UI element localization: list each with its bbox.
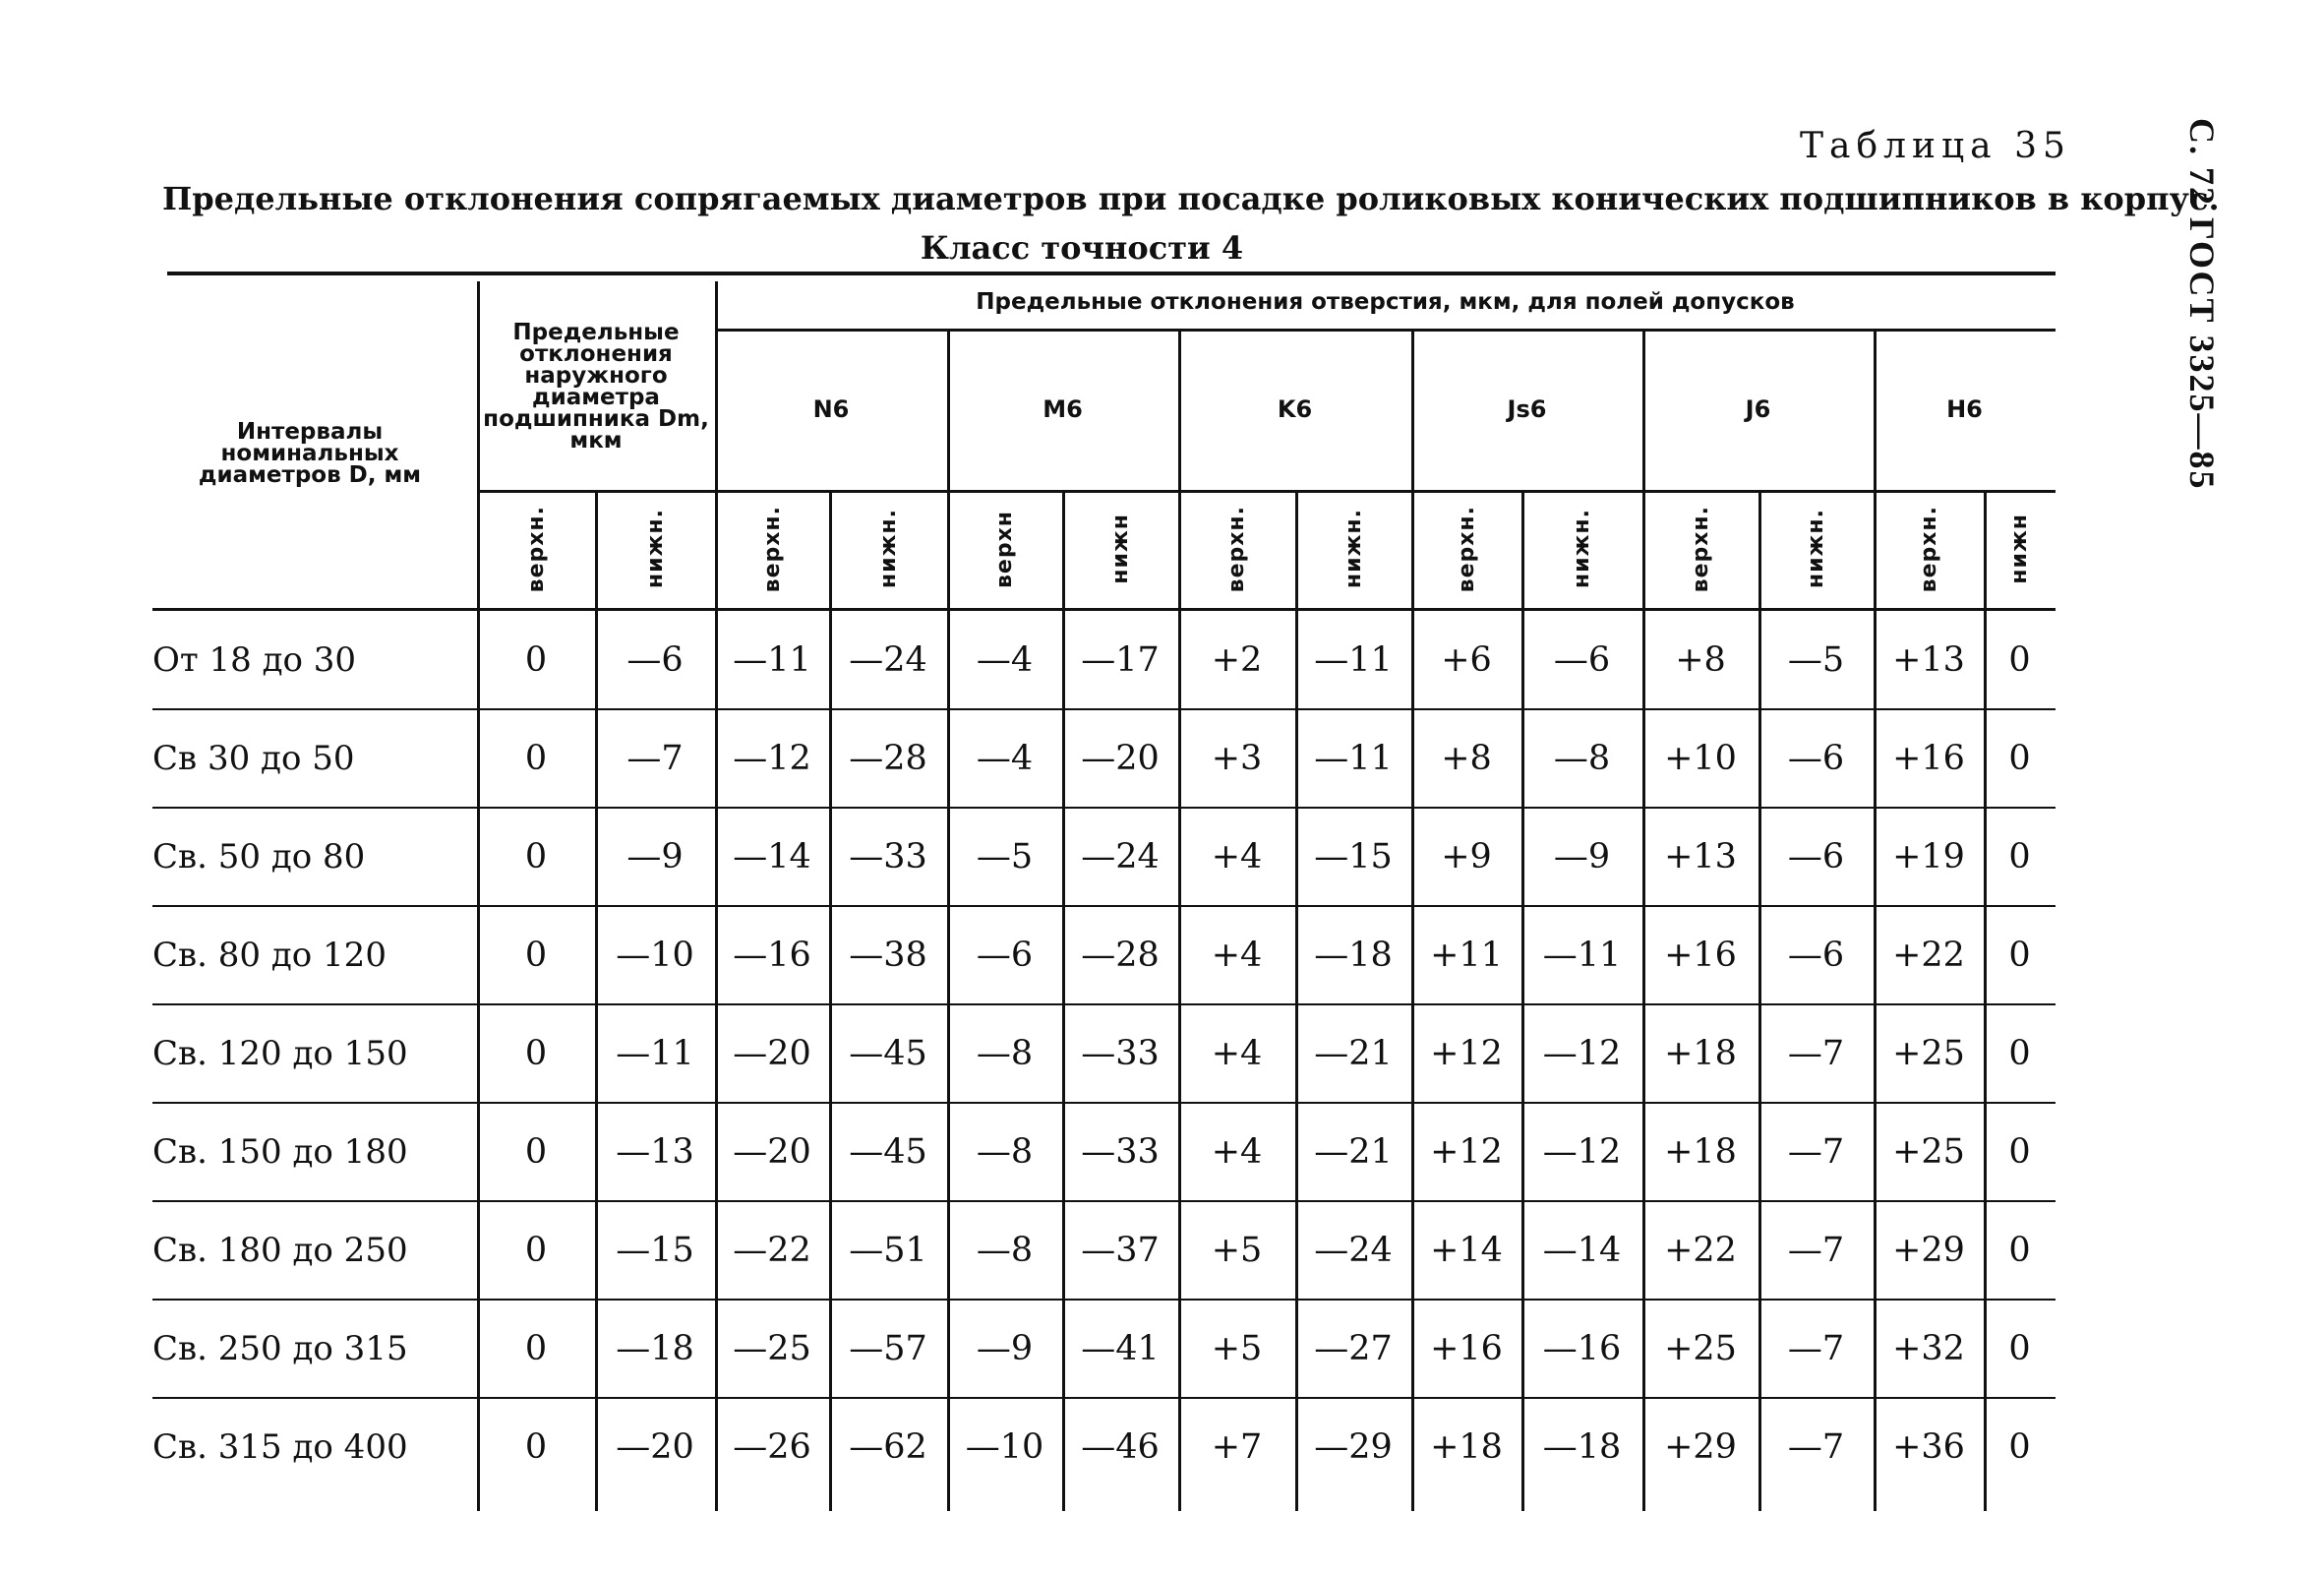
- row-divider: [152, 1299, 2056, 1301]
- table-cell: +13: [1892, 640, 1965, 680]
- table-cell: —20: [733, 1034, 811, 1073]
- subheader-cell: [1642, 490, 1758, 608]
- row-interval-label: Св. 80 до 120: [152, 936, 387, 975]
- tolerance-field-4: Js6: [1507, 395, 1547, 423]
- subheader-cell: [1521, 490, 1642, 608]
- table-title: [148, 175, 2220, 272]
- table-cell: +18: [1664, 1132, 1737, 1172]
- table-cell: +7: [1211, 1427, 1263, 1467]
- title-line-2: Класс точности 4: [920, 229, 1244, 267]
- table-cell: +9: [1441, 837, 1492, 877]
- interval-header: Интервалы номинальных диаметров D, мм: [198, 419, 422, 488]
- table-cell: +3: [1211, 739, 1263, 778]
- subheader-label: верхн: [992, 510, 1017, 588]
- table-cell: 0: [524, 1132, 548, 1172]
- row-interval-label: Св 30 до 50: [152, 739, 355, 778]
- table-cell: —29: [1314, 1427, 1393, 1467]
- table-cell: —51: [849, 1231, 927, 1270]
- subheader-cell: [715, 490, 829, 608]
- subheader-cell: [477, 490, 595, 608]
- table-cell: —11: [1314, 640, 1393, 680]
- subheader-label: нижн.: [642, 509, 668, 589]
- subheader-cell: [1295, 490, 1411, 608]
- table-cell: 0: [2008, 1231, 2031, 1270]
- subheader-cell: [829, 490, 947, 608]
- subheader-label: верхн.: [1454, 505, 1479, 593]
- subheader-label: верхн.: [759, 505, 785, 593]
- table-cell: 0: [524, 1427, 548, 1467]
- table-cell: —21: [1314, 1132, 1393, 1172]
- table-cell: +29: [1892, 1231, 1965, 1270]
- table-cell: +25: [1664, 1329, 1737, 1368]
- subheader-cell: [1984, 490, 2056, 608]
- table-cell: +22: [1664, 1231, 1737, 1270]
- table-cell: —6: [1787, 739, 1845, 778]
- table-cell: +12: [1430, 1132, 1503, 1172]
- table-cell: —25: [733, 1329, 811, 1368]
- table-cell: —7: [1787, 1329, 1845, 1368]
- table-cell: +4: [1211, 936, 1263, 975]
- table-cell: —24: [849, 640, 927, 680]
- table-cell: +29: [1664, 1427, 1737, 1467]
- row-interval-label: Св. 250 до 315: [152, 1329, 408, 1368]
- table-cell: —6: [976, 936, 1034, 975]
- table-cell: —18: [616, 1329, 694, 1368]
- tolerance-field-1: N6: [812, 395, 850, 423]
- table-cell: 0: [2008, 1427, 2031, 1467]
- subheader-label: нижн.: [1341, 509, 1366, 589]
- table-cell: +5: [1211, 1231, 1263, 1270]
- table-cell: —11: [733, 640, 811, 680]
- row-interval-label: Св. 120 до 150: [152, 1034, 408, 1073]
- table-cell: 0: [524, 640, 548, 680]
- subheader-cell: [1062, 490, 1178, 608]
- subheader-label: нижн.: [1570, 509, 1594, 589]
- table-cell: —8: [976, 1231, 1034, 1270]
- table-cell: +8: [1441, 739, 1492, 778]
- table-cell: 0: [524, 1329, 548, 1368]
- table-cell: —38: [849, 936, 927, 975]
- subheader-cell: [1178, 490, 1295, 608]
- table-cell: +19: [1892, 837, 1965, 877]
- row-divider: [152, 1200, 2056, 1202]
- table-cell: —10: [965, 1427, 1044, 1467]
- table-cell: 0: [524, 936, 548, 975]
- table-cell: 0: [2008, 936, 2031, 975]
- table-cell: —5: [1787, 640, 1845, 680]
- table-cell: —7: [626, 739, 684, 778]
- table-cell: —8: [976, 1132, 1034, 1172]
- table-cell: —6: [1787, 936, 1845, 975]
- table-cell: +4: [1211, 1132, 1263, 1172]
- table-cell: +5: [1211, 1329, 1263, 1368]
- table-cell: —20: [1081, 739, 1160, 778]
- table-cell: —11: [1314, 739, 1393, 778]
- row-interval-label: Св. 50 до 80: [152, 837, 366, 877]
- subheader-cell: [947, 490, 1062, 608]
- tolerance-table: [152, 272, 2056, 1511]
- tolerance-field-5: J6: [1745, 395, 1771, 423]
- table-number: Таблица 35: [1800, 126, 2071, 166]
- table-cell: —45: [849, 1034, 927, 1073]
- row-divider: [152, 708, 2056, 710]
- document-side-reference: С. 72 ГОСТ 3325—85: [2182, 118, 2222, 491]
- table-cell: +13: [1664, 837, 1737, 877]
- table-cell: 0: [524, 1231, 548, 1270]
- table-cell: —24: [1314, 1231, 1393, 1270]
- subheader-cell: [1411, 490, 1521, 608]
- bearing-header: Предельные отклонения наружного диаметра подшипника Dm, мкм: [483, 320, 709, 454]
- tolerance-field-3: K6: [1277, 395, 1313, 423]
- table-cell: 0: [524, 1034, 548, 1073]
- table-cell: 0: [2008, 1132, 2031, 1172]
- subheader-label: вeрхн.: [1916, 505, 1941, 593]
- table-cell: —20: [733, 1132, 811, 1172]
- tolerance-field-2: M6: [1043, 395, 1083, 423]
- table-cell: —7: [1787, 1427, 1845, 1467]
- table-cell: —7: [1787, 1034, 1845, 1073]
- table-cell: —4: [976, 640, 1034, 680]
- table-cell: —22: [733, 1231, 811, 1270]
- table-cell: —9: [1553, 837, 1611, 877]
- table-cell: —6: [1787, 837, 1845, 877]
- table-cell: —15: [1314, 837, 1393, 877]
- table-cell: +25: [1892, 1034, 1965, 1073]
- table-cell: 0: [2008, 837, 2031, 877]
- table-cell: +11: [1430, 936, 1503, 975]
- table-top-rule: [167, 272, 2056, 275]
- table-cell: —24: [1081, 837, 1160, 877]
- subheader-label: верхн.: [1688, 505, 1713, 593]
- table-cell: +36: [1892, 1427, 1965, 1467]
- table-cell: +2: [1211, 640, 1263, 680]
- table-cell: +6: [1441, 640, 1492, 680]
- table-cell: —10: [616, 936, 694, 975]
- table-cell: —16: [733, 936, 811, 975]
- table-cell: —20: [616, 1427, 694, 1467]
- hole-header: Предельные отклонения отверстия, мкм, для полей допусков: [976, 289, 1795, 315]
- row-interval-label: От 18 до 30: [152, 640, 357, 680]
- row-divider: [152, 1102, 2056, 1104]
- table-cell: —6: [1553, 640, 1611, 680]
- table-cell: —14: [1542, 1231, 1622, 1270]
- table-cell: —18: [1314, 936, 1393, 975]
- table-cell: —18: [1542, 1427, 1622, 1467]
- table-cell: +16: [1892, 739, 1965, 778]
- table-cell: +4: [1211, 837, 1263, 877]
- subheader-label: нижн.: [875, 509, 901, 589]
- subheader-label: верхн.: [1224, 505, 1249, 593]
- table-cell: —37: [1081, 1231, 1160, 1270]
- row-divider: [152, 905, 2056, 907]
- table-cell: —57: [849, 1329, 927, 1368]
- table-cell: +32: [1892, 1329, 1965, 1368]
- table-cell: —41: [1081, 1329, 1160, 1368]
- table-cell: —5: [976, 837, 1034, 877]
- tolerance-field-6: H6: [1946, 395, 1983, 423]
- table-cell: —17: [1081, 640, 1160, 680]
- table-cell: —9: [976, 1329, 1034, 1368]
- table-cell: —33: [849, 837, 927, 877]
- subheader-label: нижн.: [1804, 509, 1828, 589]
- subheader-cell: [1874, 490, 1984, 608]
- table-cell: +25: [1892, 1132, 1965, 1172]
- row-divider: [152, 1397, 2056, 1399]
- table-cell: —12: [733, 739, 811, 778]
- subheader-label: верхн.: [523, 505, 549, 593]
- title-line-1: Предельные отклонения сопрягаемых диаметров при посадке роликовых конических подшипников в корпус.: [162, 180, 2220, 217]
- row-interval-label: Св. 315 до 400: [152, 1427, 408, 1467]
- row-interval-label: Св. 150 до 180: [152, 1132, 408, 1172]
- subheader-label: нижн: [2007, 514, 2032, 584]
- table-cell: —46: [1081, 1427, 1160, 1467]
- table-cell: —9: [626, 837, 684, 877]
- table-cell: —12: [1542, 1034, 1622, 1073]
- table-cell: —21: [1314, 1034, 1393, 1073]
- table-cell: —16: [1542, 1329, 1622, 1368]
- table-cell: —7: [1787, 1132, 1845, 1172]
- table-cell: +22: [1892, 936, 1965, 975]
- table-cell: —7: [1787, 1231, 1845, 1270]
- table-cell: —4: [976, 739, 1034, 778]
- row-divider: [152, 807, 2056, 809]
- table-cell: —62: [849, 1427, 927, 1467]
- table-cell: —11: [616, 1034, 694, 1073]
- table-cell: —8: [976, 1034, 1034, 1073]
- table-cell: —11: [1542, 936, 1622, 975]
- table-cell: +16: [1430, 1329, 1503, 1368]
- table-cell: +18: [1664, 1034, 1737, 1073]
- table-cell: 0: [2008, 640, 2031, 680]
- table-cell: —33: [1081, 1034, 1160, 1073]
- table-cell: —27: [1314, 1329, 1393, 1368]
- table-cell: 0: [2008, 1034, 2031, 1073]
- subheader-cell: [1758, 490, 1874, 608]
- subheader-label: нижн: [1107, 514, 1133, 584]
- table-cell: —28: [1081, 936, 1160, 975]
- table-cell: —45: [849, 1132, 927, 1172]
- row-interval-label: Св. 180 до 250: [152, 1231, 408, 1270]
- table-cell: —28: [849, 739, 927, 778]
- table-cell: +18: [1430, 1427, 1503, 1467]
- table-cell: —33: [1081, 1132, 1160, 1172]
- table-cell: +4: [1211, 1034, 1263, 1073]
- table-cell: +12: [1430, 1034, 1503, 1073]
- table-cell: —13: [616, 1132, 694, 1172]
- table-cell: 0: [2008, 739, 2031, 778]
- table-cell: +8: [1675, 640, 1726, 680]
- table-cell: 0: [524, 837, 548, 877]
- table-cell: —26: [733, 1427, 811, 1467]
- table-cell: +16: [1664, 936, 1737, 975]
- table-cell: 0: [524, 739, 548, 778]
- header-bottom-rule: [152, 608, 2056, 611]
- row-divider: [152, 1003, 2056, 1005]
- subheader-cell: [595, 490, 715, 608]
- table-cell: 0: [2008, 1329, 2031, 1368]
- table-cell: —8: [1553, 739, 1611, 778]
- table-cell: —15: [616, 1231, 694, 1270]
- table-cell: —12: [1542, 1132, 1622, 1172]
- table-cell: +10: [1664, 739, 1737, 778]
- table-cell: +14: [1430, 1231, 1503, 1270]
- table-cell: —14: [733, 837, 811, 877]
- table-cell: —6: [626, 640, 684, 680]
